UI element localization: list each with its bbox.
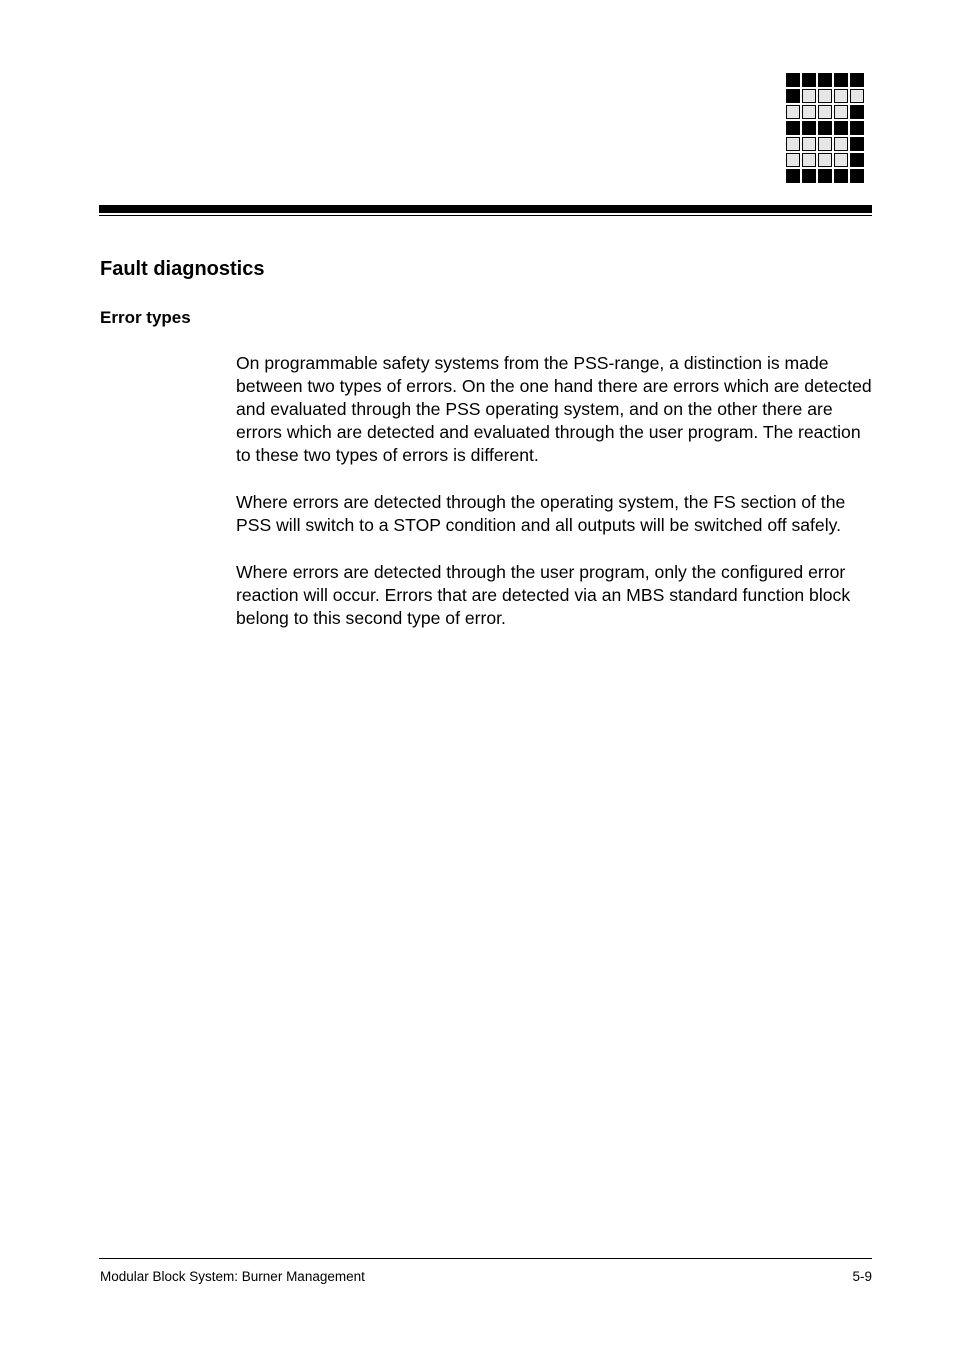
logo-cell [850,169,864,183]
paragraph: On programmable safety systems from the PSS-range, a distinction is made between two types of errors. On the one hand there are errors which are detected and evaluated through the PSS operating system, and on the other there are errors which are detected and evaluated through the user program. The reaction to these two types of errors is different. [236,353,872,465]
logo-cell [850,137,864,151]
logo-cell [834,137,848,151]
header-rule-thick [99,205,872,213]
logo-cell [786,169,800,183]
logo-cell [818,121,832,135]
logo-cell [834,169,848,183]
logo-cell [786,153,800,167]
footer-page-number: 5-9 [852,1269,872,1284]
grid-logo-icon [786,73,866,185]
logo-cell [850,121,864,135]
subsection-title: Error types [100,308,191,327]
footer-doc-title: Modular Block System: Burner Management [100,1269,365,1284]
logo-cell [802,153,816,167]
body-text [236,352,876,654]
logo-cell [818,73,832,87]
logo-cell [786,121,800,135]
logo-cell [834,153,848,167]
logo-cell [834,105,848,119]
logo-cell [802,105,816,119]
logo-cell [834,89,848,103]
section-title: Fault diagnostics [100,258,265,280]
logo-cell [786,137,800,151]
header-rule-thin [99,215,872,216]
logo-cell [850,105,864,119]
logo-cell [818,153,832,167]
paragraph: Where errors are detected through the operating system, the FS section of the PSS will switch to a STOP condition and all outputs will be switched off safely. [236,492,846,535]
logo-cell [850,73,864,87]
paragraph: Where errors are detected through the user program, only the configured error reaction will occur. Errors that are detected via an MBS standard function block belong to this second type of error. [236,562,851,628]
logo-cell [818,105,832,119]
logo-cell [818,169,832,183]
logo-cell [802,89,816,103]
logo-cell [818,137,832,151]
logo-cell [850,153,864,167]
logo-cell [818,89,832,103]
logo-cell [834,121,848,135]
logo-cell [802,73,816,87]
logo-cell [802,137,816,151]
logo-cell [786,73,800,87]
logo-cell [834,73,848,87]
logo-cell [786,89,800,103]
logo-cell [802,121,816,135]
logo-cell [786,105,800,119]
footer-rule [99,1258,872,1259]
logo-cell [802,169,816,183]
logo-cell [850,89,864,103]
